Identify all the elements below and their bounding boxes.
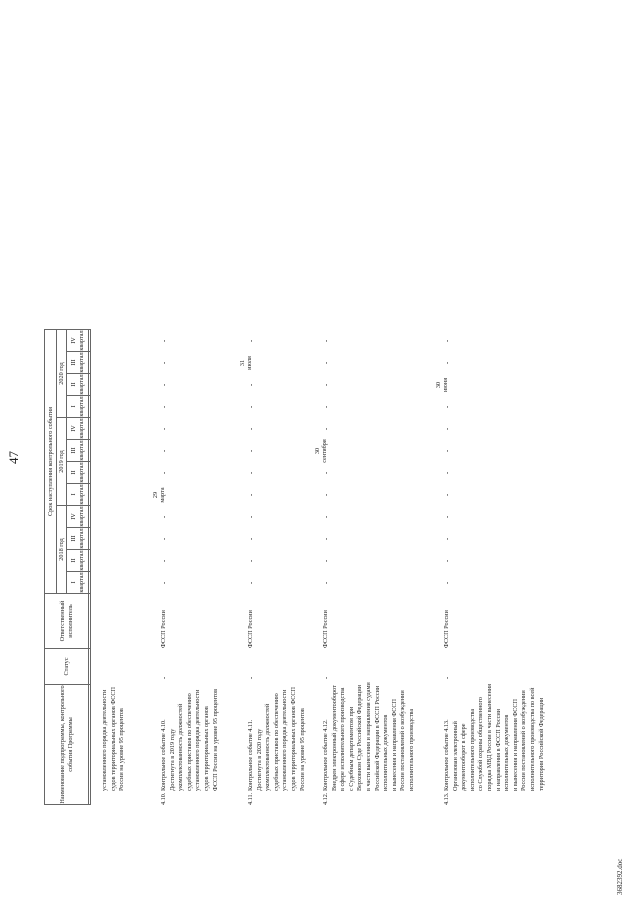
event-name-line: судов территориальных органов ФССП [290, 687, 297, 791]
header-year-2020: 2020 год [57, 330, 67, 418]
event-name-line: судов территориальных органов [203, 706, 210, 791]
quarter-dash: - [160, 449, 168, 453]
header-year-2018: 2018 год [57, 506, 67, 594]
status-value: - [247, 676, 255, 680]
header-deadline: Срок наступления контрольного события [45, 330, 57, 594]
event-name-line: исполнительных документов [503, 714, 511, 791]
quarter-dash: - [160, 427, 168, 431]
event-name-line: со Службой охраны общественного [477, 697, 485, 791]
page-number: 47 [6, 451, 21, 464]
executor-value: ФССП России [443, 610, 450, 648]
quarter-dash: - [160, 559, 168, 563]
event-name-line: Верховном Суде Российской Федерации [356, 685, 364, 791]
event-name-line: установленного порядка деятельности [281, 689, 289, 791]
event-name-line: России на уровне 95 процентов [298, 708, 306, 791]
header-quarter: II квартал [67, 462, 89, 484]
quarter-dash: - [160, 361, 168, 365]
event-name-line: и направления в ФССП России [494, 709, 502, 791]
quarter-date: 31 июля [239, 356, 254, 370]
event-name-line: и вынесения и направления ФССП [390, 698, 398, 791]
executor-value: ФССП России [160, 610, 167, 648]
quarter-dash: - [160, 515, 168, 519]
event-name-line: Достигнута в 2019 году [168, 728, 176, 791]
event-name-line: территории Российской Федерации [537, 697, 545, 791]
quarter-dash: - [443, 581, 451, 585]
header-quarter: III квартал [67, 352, 89, 374]
quarter-dash: - [322, 559, 330, 563]
executor-value: ФССП России [322, 610, 329, 648]
quarter-dash: - [322, 361, 330, 365]
quarter-date: 30 сентября [314, 439, 329, 463]
quarter-dash: - [160, 383, 168, 387]
event-name-line: Внедрен электронный документооборот [330, 685, 338, 791]
quarter-dash: - [443, 449, 451, 453]
header-quarter: IV квартал [67, 418, 89, 440]
event-name-line: порядка МВД России в части вынесения [486, 683, 493, 791]
event-name-line: России постановлений о возбуждении [399, 690, 407, 791]
executor-value: ФССП России [247, 610, 254, 648]
event-name-line: в части вынесения и направления судами [365, 682, 372, 791]
event-name-line: Российской Федерации в ФССП России [373, 685, 381, 791]
quarter-date: 29 марта [152, 487, 167, 503]
quarter-dash: - [160, 581, 168, 585]
header-name: Наименование подпрограммы, контрольного события Программы [45, 685, 89, 805]
quarter-dash: - [322, 405, 330, 409]
quarter-dash: - [443, 493, 451, 497]
deadline-table [44, 329, 91, 805]
event-name-line: судебных приставов по обеспечению [185, 693, 193, 791]
event-name-line: исполнительных документов [382, 714, 390, 791]
event-name-line: Достигнута в 2020 году [255, 728, 263, 791]
quarter-date: 30 июня [435, 377, 450, 393]
quarter-dash: - [443, 537, 451, 541]
quarter-dash: - [322, 427, 330, 431]
row-number: 4.12. [322, 792, 329, 805]
event-name-line: ФССП России на уровне 95 процентов [211, 688, 219, 791]
event-name-line: исполнительного производства [468, 708, 476, 791]
quarter-dash: - [247, 339, 255, 343]
quarter-dash: - [443, 361, 451, 365]
quarter-dash: - [160, 471, 168, 475]
quarter-dash: - [247, 471, 255, 475]
quarter-dash: - [322, 471, 330, 475]
quarter-dash: - [443, 559, 451, 563]
quarter-dash: - [160, 405, 168, 409]
status-value: - [443, 676, 451, 680]
quarter-dash: - [322, 581, 330, 585]
event-name-line: Контрольное событие 4.11. [247, 719, 254, 791]
header-quarter: I квартал [67, 484, 89, 506]
event-name-line: установленного порядка деятельности [194, 689, 202, 791]
event-name-line: Контрольное событие 4.13. [443, 719, 450, 791]
document-reference: 3682392.doc [616, 858, 624, 895]
header-executor: Ответственный исполнитель [45, 594, 89, 649]
event-name-line: Организован электронный [451, 721, 459, 791]
quarter-dash: - [247, 493, 255, 497]
header-quarter: II квартал [67, 550, 89, 572]
quarter-dash: - [322, 493, 330, 497]
header-status: Статус [45, 649, 89, 685]
event-name-line: в сфере исполнительного производства [339, 687, 347, 791]
event-name-line: России постановлений о возбуждении [520, 690, 528, 791]
quarter-dash: - [247, 559, 255, 563]
status-value: - [160, 676, 168, 680]
quarter-dash: - [443, 471, 451, 475]
quarter-dash: - [443, 515, 451, 519]
header-quarter: IV квартал [67, 330, 89, 352]
header-quarter: III квартал [67, 528, 89, 550]
quarter-dash: - [247, 405, 255, 409]
quarter-dash: - [160, 339, 168, 343]
row-number: 4.11. [247, 792, 254, 805]
quarter-dash: - [322, 537, 330, 541]
quarter-dash: - [247, 537, 255, 541]
event-name-line: судебных приставов по обеспечению [272, 693, 280, 791]
event-name-line: судов территориальных органов ФССП [109, 687, 117, 791]
quarter-dash: - [247, 383, 255, 387]
quarter-dash: - [322, 515, 330, 519]
quarter-dash: - [160, 537, 168, 541]
event-name-line: установленного порядка деятельности [101, 689, 108, 791]
event-name-line: укомплектованность должностей [264, 703, 272, 791]
event-name-line: укомплектованность должностей [177, 703, 185, 791]
quarter-dash: - [322, 383, 330, 387]
header-quarter: IV квартал [67, 506, 89, 528]
event-name-line: исполнительного производства по всей [529, 687, 536, 791]
quarter-dash: - [322, 339, 330, 343]
event-name-line: Контрольное событие 4.10. [160, 719, 167, 791]
quarter-dash: - [247, 515, 255, 519]
header-year-2019: 2019 год [57, 418, 67, 506]
quarter-dash: - [247, 427, 255, 431]
header-quarter: III квартал [67, 440, 89, 462]
row-number: 4.13. [443, 792, 450, 805]
header-quarter: I квартал [67, 572, 89, 594]
header-quarter: II квартал [67, 374, 89, 396]
event-name-line: с Судебным департаментом при [347, 706, 355, 791]
event-name-line: документооборот в сфере [460, 723, 468, 791]
event-name-line: и вынесения и направления ФССП [511, 698, 519, 791]
event-name-line: Контрольное событие 4.12. [322, 719, 329, 791]
quarter-dash: - [443, 427, 451, 431]
row-number: 4.10. [160, 792, 167, 805]
event-name-line: исполнительного производства [408, 708, 415, 791]
event-name-line: России на уровне 95 процентов [118, 708, 126, 791]
status-value: - [322, 676, 330, 680]
quarter-dash: - [443, 339, 451, 343]
quarter-dash: - [247, 449, 255, 453]
header-quarter: I квартал [67, 396, 89, 418]
quarter-dash: - [247, 581, 255, 585]
quarter-dash: - [443, 405, 451, 409]
